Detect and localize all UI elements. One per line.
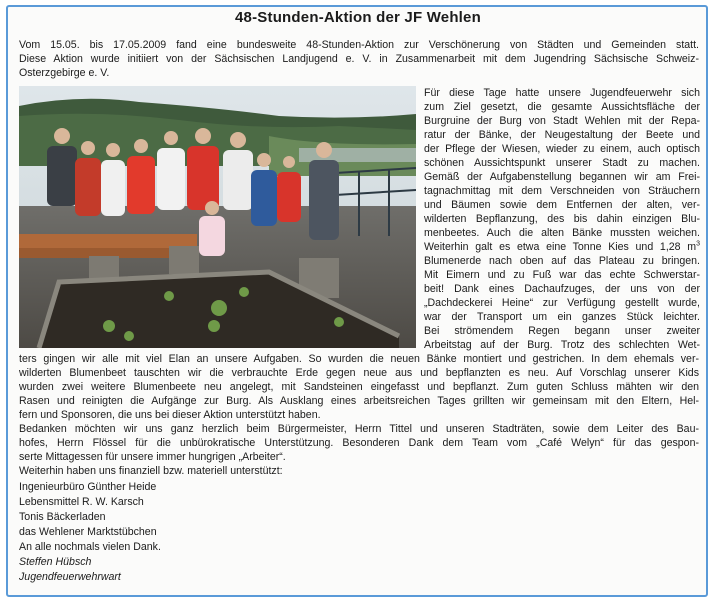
sponsor-2: Lebensmittel R. W. Karsch bbox=[19, 496, 144, 508]
full-line-8: serte Mittagessen für unsere immer hungrigen „Arbeiter“. bbox=[19, 451, 286, 463]
full-line-3: wurden zwei weitere Blumenbeete neu angelegt, mit Sandsteinen eingefasst und bepflanzt. Zum guten Schluss mähten wir den bbox=[19, 381, 699, 393]
column-line-13: Blumenerde nach oben auf das Plateau zu bringen. bbox=[424, 255, 700, 267]
column-line-10: wilderten Bepflanzung, des bis dahin einzigen Blu- bbox=[424, 213, 700, 225]
column-line-19: Arbeitstag auf der Burg. Trotz des schlechten Wet- bbox=[424, 339, 700, 351]
sponsor-1: Ingenieurbüro Günther Heide bbox=[19, 481, 157, 493]
column-line-2: zum Ziel gesetzt, die gesamte Aussichtsfläche der bbox=[424, 101, 700, 113]
full-line-6: Bedanken möchten wir uns ganz herzlich beim Bürgermeister, Herrn Tittel und unseren Stadträten, sowie dem Leiter des Bau- bbox=[19, 423, 699, 435]
cubic-superscript: 3 bbox=[696, 240, 700, 248]
intro-line-3: Osterzgebirge e. V. bbox=[19, 67, 110, 79]
signature-role: Jugendfeuerwehrwart bbox=[19, 571, 121, 583]
group-photo bbox=[19, 86, 416, 348]
column-line-7: Gemäß der Aufgabenstellung begannen wir am Frei- bbox=[424, 171, 700, 183]
full-line-1: ters gingen wir alle mit viel Elan an unsere Aufgaben. So wurden die neuen Bänke montiert und gestrichen. In dem ehemals ver- bbox=[19, 353, 699, 365]
column-line-9: und Bäumen sowie dem Entfernen der alten, ver- bbox=[424, 199, 700, 211]
column-line-17: war der Transport um ein ganzes Stück leichter. bbox=[424, 311, 700, 323]
column-line-18: Bei strömendem Regen begann unser zweiter bbox=[424, 325, 700, 337]
sponsor-4: das Wehlener Marktstübchen bbox=[19, 526, 157, 538]
full-line-5: fern und Sponsoren, die uns bei dieser Aktion unterstützt haben. bbox=[19, 409, 321, 421]
full-line-9: Weiterhin haben uns finanziell bzw. materiell unterstützt: bbox=[19, 465, 283, 477]
column-line-3: Burgruine der Burg von Stadt Wehlen mit der Repa- bbox=[424, 115, 700, 127]
column-line-1: Für diese Tage hatte unsere Jugendfeuerwehr sich bbox=[424, 87, 700, 99]
intro-line-2: Diese Aktion wurde initiiert von der Sächsischen Landjugend e. V. in Zusammenarbeit mit dem Jugendring Sächsische Schweiz- bbox=[19, 53, 699, 65]
signature-name: Steffen Hübsch bbox=[19, 556, 92, 568]
full-line-4: Rasen und reinigten die Aufgänge zur Burg. Als Ausklang eines arbeitsreichen Tages grillten wir gemeinsam mit den Eltern, Hel- bbox=[19, 395, 699, 407]
sponsor-3: Tonis Bäckerladen bbox=[19, 511, 106, 523]
column-line-12 bbox=[424, 240, 700, 254]
full-line-2: wilderten Blumenbeet tauschten wir die verbrauchte Erde gegen neue aus und bepflanzten es neu. Auf Vorschlag unserer Kids bbox=[19, 367, 699, 379]
column-line-8: tagnachmittag mit dem Verschneiden von Sträuchern bbox=[424, 185, 700, 197]
intro-line-1: Vom 15.05. bis 17.05.2009 fand eine bundesweite 48-Stunden-Aktion zur Verschönerung von Städten und Gemeinden statt. bbox=[19, 39, 699, 51]
column-line-11: menbeetes. Auch die alten Bänke mussten weichen. bbox=[424, 227, 700, 239]
article-title: 48-Stunden-Aktion der JF Wehlen bbox=[235, 9, 481, 26]
column-line-15: beit! Dank eines Dachaufzuges, der uns von der bbox=[424, 283, 700, 295]
full-line-7: hofes, Herrn Flössel für die unbürokratische Unterstützung. Besonderen Dank dem Team vom „Café Welyn“ für das gespon- bbox=[19, 437, 699, 449]
thanks-line: An alle nochmals vielen Dank. bbox=[19, 541, 161, 553]
column-line-12-text: Weiterhin galt es etwa eine Tonne Kies und 1,28 m bbox=[424, 241, 697, 253]
column-line-14: Mit Eimern und zu Fuß war das echte Schwerstar- bbox=[424, 269, 700, 281]
column-line-6: schönen Aussichtspunkt unserer Stadt zu machen. bbox=[424, 157, 700, 169]
column-line-16: „Dachdeckerei Heine“ zur Verfügung gestellt wurde, bbox=[424, 297, 700, 309]
column-line-5: der Pflege der Wiesen, wieder zu einem, auch optisch bbox=[424, 143, 700, 155]
column-line-4: ratur der Bänke, der Neugestaltung der Beete und bbox=[424, 129, 700, 141]
